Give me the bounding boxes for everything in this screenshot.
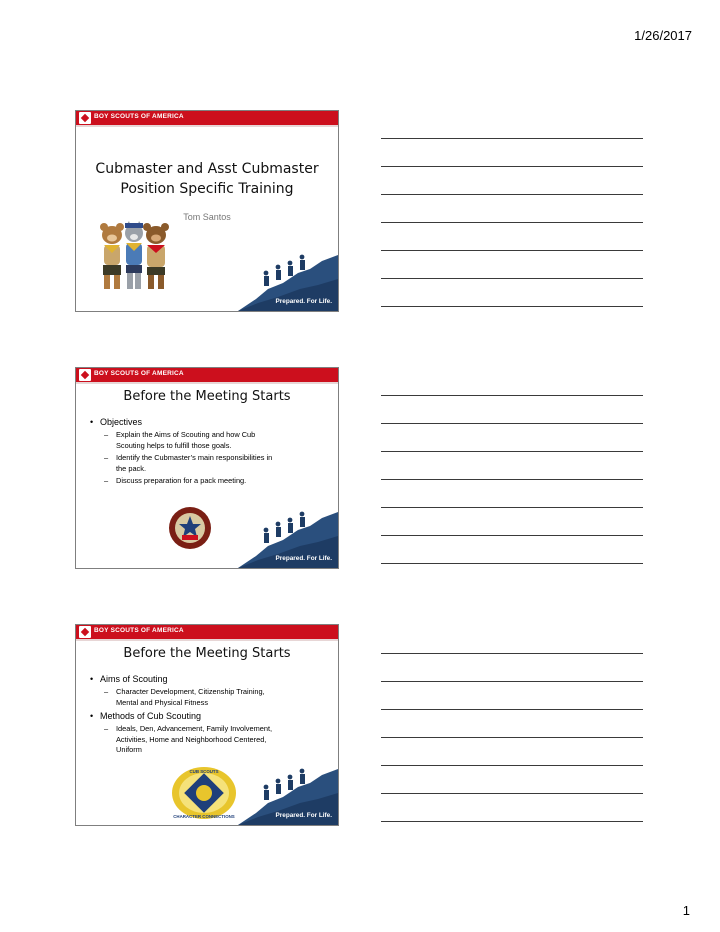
badge-bottom-text: CHARACTER CONNECTIONS bbox=[173, 814, 235, 819]
pack-patch-emblem-icon bbox=[168, 506, 212, 550]
bullet-list bbox=[90, 416, 328, 489]
page-number: 1 bbox=[682, 903, 690, 918]
title-line-1: Cubmaster and Asst Cubmaster bbox=[95, 161, 319, 177]
slide-title: Before the Meeting Starts bbox=[123, 646, 291, 661]
note-line bbox=[381, 681, 643, 682]
note-line bbox=[381, 535, 643, 536]
sub-bullet: – Explain the Aims of Scouting and how Cub Scouting helps to fulfill those goals. bbox=[90, 430, 328, 451]
slide-title bbox=[84, 159, 330, 199]
note-line bbox=[381, 451, 643, 452]
note-line bbox=[381, 250, 643, 251]
bullet-list bbox=[90, 673, 328, 758]
note-line bbox=[381, 479, 643, 480]
sub-bullet: – Character Development, Citizenship Training, Mental and Physical Fitness bbox=[90, 687, 328, 708]
note-line bbox=[381, 709, 643, 710]
badge-top-text: CUB SCOUTS bbox=[189, 769, 219, 774]
sub-bullet: – Ideals, Den, Advancement, Family Involvement, Activities, Home and Neighborhood Centered, Uniform bbox=[90, 724, 328, 756]
slide-header bbox=[76, 368, 338, 382]
sub-bullet: – Discuss preparation for a pack meeting. bbox=[90, 476, 328, 487]
org-name: BOY SCOUTS OF AMERICA bbox=[94, 113, 184, 120]
document-date: 1/26/2017 bbox=[634, 28, 692, 43]
note-line bbox=[381, 306, 643, 307]
bullet-aims: • Aims of Scouting bbox=[90, 673, 328, 685]
note-line bbox=[381, 278, 643, 279]
org-name: BOY SCOUTS OF AMERICA bbox=[94, 370, 184, 377]
cub-scout-mascots-image bbox=[94, 221, 174, 293]
note-line bbox=[381, 222, 643, 223]
org-name: BOY SCOUTS OF AMERICA bbox=[94, 627, 184, 634]
title-line-2: Position Specific Training bbox=[120, 181, 294, 197]
note-line bbox=[381, 653, 643, 654]
slide-header bbox=[76, 111, 338, 125]
slide-3 bbox=[75, 624, 339, 826]
note-line bbox=[381, 821, 643, 822]
note-line bbox=[381, 765, 643, 766]
note-line bbox=[381, 138, 643, 139]
note-line bbox=[381, 793, 643, 794]
tagline: Prepared. For Life. bbox=[275, 812, 332, 819]
bullet-objectives: • Objectives bbox=[90, 416, 328, 428]
tagline: Prepared. For Life. bbox=[275, 555, 332, 562]
bullet-methods: • Methods of Cub Scouting bbox=[90, 710, 328, 722]
slide-header bbox=[76, 625, 338, 639]
note-line bbox=[381, 737, 643, 738]
presenter-name: Tom Santos bbox=[183, 212, 231, 222]
slide-2 bbox=[75, 367, 339, 569]
sub-bullet: – Identify the Cubmaster’s main responsibilities in the pack. bbox=[90, 453, 328, 474]
note-line bbox=[381, 395, 643, 396]
note-line bbox=[381, 563, 643, 564]
note-line bbox=[381, 166, 643, 167]
bsa-emblem-icon bbox=[79, 112, 91, 124]
note-line bbox=[381, 423, 643, 424]
note-line bbox=[381, 507, 643, 508]
character-connections-badge-icon bbox=[170, 765, 238, 821]
note-line bbox=[381, 194, 643, 195]
bsa-emblem-icon bbox=[79, 369, 91, 381]
slide-title: Before the Meeting Starts bbox=[123, 389, 291, 404]
bsa-emblem-icon bbox=[79, 626, 91, 638]
slide-1 bbox=[75, 110, 339, 312]
tagline: Prepared. For Life. bbox=[275, 298, 332, 305]
